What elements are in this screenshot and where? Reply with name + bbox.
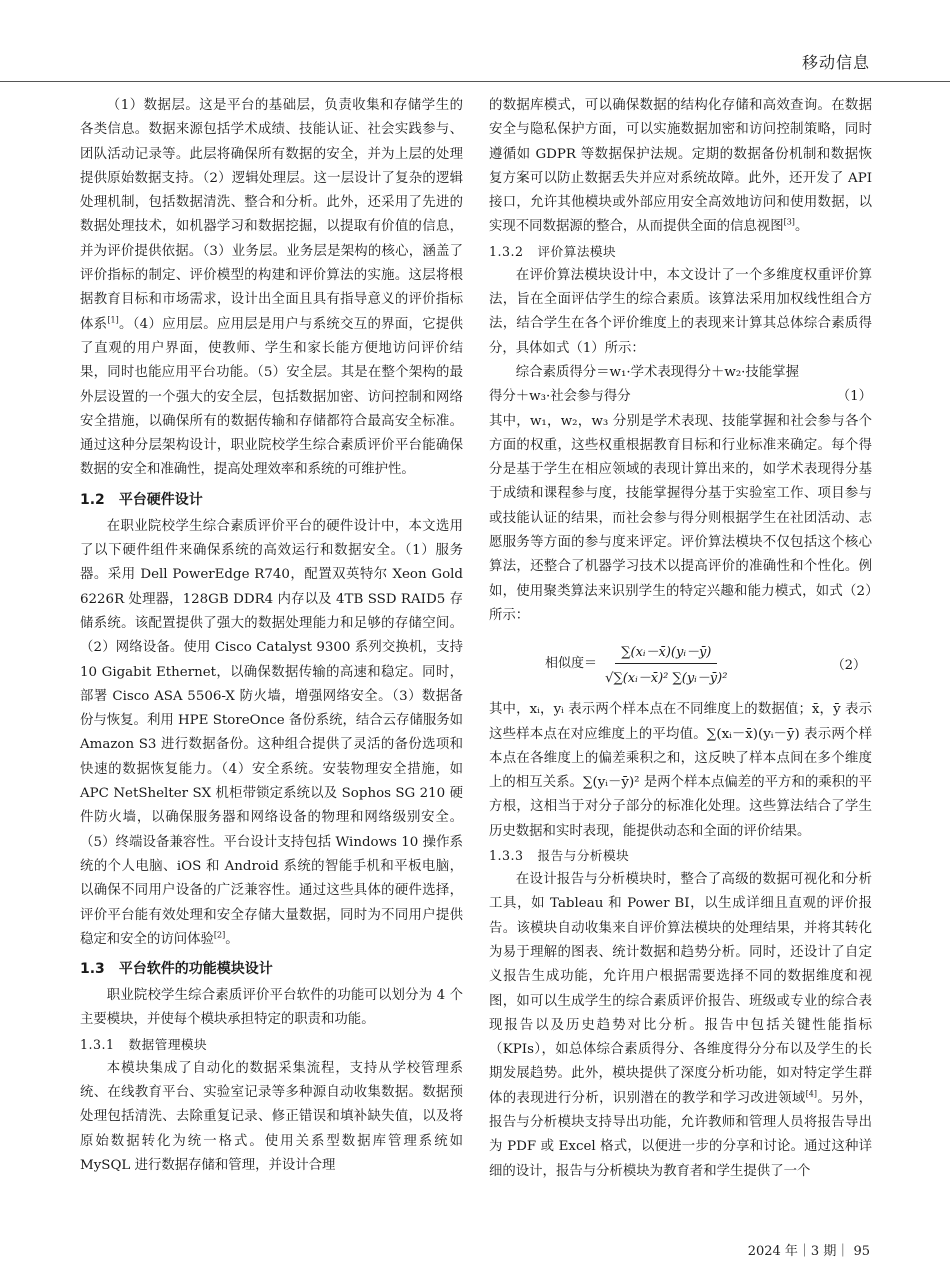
citation-3: [3]	[783, 218, 795, 228]
fraction-numerator: ∑(xᵢ－x̄)(yᵢ－ȳ)	[615, 641, 717, 664]
page-header	[0, 0, 950, 82]
paragraph-data-management: 本模块集成了自动化的数据采集流程，支持从学校管理系统、在线教育平台、实验室记录等多种源自动收集数据。数据预处理包括清洗、去除重复记录、修正错误和填补缺失值，以及将原始数据转化为统一格式。使用关系型数据库管理系统如 MySQL 进行数据存储和管理，并设计合理	[80, 1060, 463, 1173]
subsection-heading-1-3-2: 1.3.2 评价算法模块	[489, 243, 617, 259]
journal-name: 移动信息	[801, 53, 870, 72]
similarity-fraction	[605, 641, 727, 686]
citation-1: [1]	[107, 315, 119, 325]
citation-2: [2]	[213, 930, 226, 940]
formula-2: 相似度＝ $\frac{\text{∑(xᵢ－x̄)(yᵢ－ȳ)}}{\text{√∑(xᵢ－x̄)² ∑(yᵢ－ȳ)²}}$ （2）	[489, 632, 872, 694]
citation-4: [4]	[805, 1089, 817, 1099]
paragraph-software-intro: 职业院校学生综合素质评价平台软件的功能可以划分为 4 个主要模块，并使每个模块承担特定的职责和功能。	[80, 988, 463, 1028]
subsection-heading-1-3-3: 1.3.3 报告与分析模块	[489, 848, 630, 864]
subsection-heading-1-3-1: 1.3.1 数据管理模块	[80, 1036, 208, 1052]
paragraph-report-analysis: 在设计报告与分析模块时，整合了高级的数据可视化和分析工具，如 Tableau 和 Power BI，以生成详细且直观的评价报告。该模块自动收集来自评价算法模块的处理结果，并将其转化为易于理解的图表、统计数据和趋势分析。同时，还设计了自定义报告生成功能，允许用户根据需要选择不同的数据维度和视图，如可以生成学生的综合素质评价报告、班级或专业的综合表现报告以及历史趋势对比分析。报告中包括关键性能指标（KPIs），如总体综合素质得分、各维度得分分布以及学生的长期发展趋势。此外，模块提供了深度分析功能，如对特定学生群体的表现进行分析，识别潜在的教学和学习改进领域[4]。另外，报告与分析模块支持导出功能，允许教师和管理人员将报告导出为 PDF 或 Excel 格式，以便进一步的分享和讨论。通过这种详细的设计，报告与分析模块为教育者和学生提供了一个	[489, 872, 873, 1179]
equation-number-2: （2）	[831, 657, 866, 673]
paragraph-algorithm-intro: 在评价算法模块设计中，本文设计了一个多维度权重评价算法，旨在全面评估学生的综合素质。该算法采用加权线性组合方法，结合学生在各个评价维度上的表现来计算其总体综合素质得分，具体如式（1）所示：	[489, 267, 872, 356]
formula-1: 综合素质得分＝w₁·学术表现得分＋w₂·技能掌握 得分＋w₃·社会参与得分 （1）	[489, 361, 872, 410]
paragraph-similarity-explanation: 其中，xᵢ，yᵢ 表示两个样本点在不同维度上的数据值；x̄，ȳ 表示这些样本点在对应维度上的平均值。∑(xᵢ－x̄)(yᵢ－ȳ) 表示两个样本点在各维度上的偏差乘积之和，这反映了样本点间在多个维度上的相互关系。∑(yᵢ－ȳ)² 是两个样本点偏差的平方和的乘积的平方根，这相当于对分子部分的标准化处理。这些算法结合了学生历史数据和实时表现，能提供动态和全面的评价结果。	[489, 702, 872, 839]
paragraph-hardware: 在职业院校学生综合素质评价平台的硬件设计中，本文选用了以下硬件组件来确保系统的高效运行和数据安全。（1）服务器。采用 Dell PowerEdge R740，配置双英特尔 Xeon Gold 6226R 处理器，128GB DDR4 内存以及 4TB SSD RAID5 存储系统。该配置提供了强大的数据处理能力和足够的存储空间。（2）网络设备。使用 Cisco Catalyst 9300 系列交换机，支持 10 Gigabit Ethernet，以确保数据传输的高速和稳定。同时，部署 Cisco ASA 5506-X 防火墙，增强网络安全。（3）数据备份与恢复。利用 HPE StoreOnce 备份系统，结合云存储服务如 Amazon S3 进行数据备份。这种组合提供了灵活的备份选项和快速的数据恢复能力。（4）安全系统。安装物理安全措施，如 APC NetShelter SX 机柜带锁定系统以及 Sophos SG 210 硬件防火墙，以确保服务器和网络设备的物理和网络级别安全。（5）终端设备兼容性。平台设计支持包括 Windows 10 操作系统的个人电脑、iOS 和 Android 系统的智能手机和平板电脑，以确保不同用户设备的广泛兼容性。通过这些具体的硬件选择，评价平台能有效处理和安全存储大量数据，同时为不同用户提供稳定和安全的访问体验[2]。	[80, 518, 464, 947]
body-columns	[80, 94, 872, 1214]
right-column	[489, 94, 872, 1214]
paragraph-data-management-cont: 的数据库模式，可以确保数据的结构化存储和高效查询。在数据安全与隐私保护方面，可以实施数据加密和访问控制策略，同时遵循如 GDPR 等数据保护法规。定期的数据备份机制和数据恢复方案可以防止数据丢失并应对系统故障。此外，还开发了 API 接口，允许其他模块或外部应用安全高效地访问和使用数据，以实现不同数据源的整合，从而提供全面的信息视图[3]。	[489, 98, 872, 235]
section-heading-1-3: 1.3 平台软件的功能模块设计	[80, 961, 273, 978]
page-footer: 2024 年｜3 期｜ 95	[747, 1244, 870, 1259]
section-heading-1-2: 1.2 平台硬件设计	[80, 491, 203, 508]
paragraph-weights: 其中，w₁，w₂，w₃ 分别是学术表现、技能掌握和社会参与各个方面的权重，这些权重根据教育目标和行业标准来确定。每个得分是基于学生在相应领域的表现计算出来的，如学术表现得分基于成绩和课程参与度，技能掌握得分基于实验室工作、项目参与或技能认证的结果，而社会参与得分则根据学生在社团活动、志愿服务等方面的参与度来评定。评价算法模块不仅包括这个核心算法，还整合了机器学习技术以提高评价的准确性和个性化。例如，使用聚类算法来识别学生的特定兴趣和能力模式，如式（2）所示：	[489, 413, 872, 623]
equation-number-1: （1）	[836, 389, 872, 405]
fraction-denominator: √∑(xᵢ－x̄)² ∑(yᵢ－ȳ)²	[605, 670, 728, 686]
left-column	[80, 94, 463, 1214]
paragraph-architecture-layers: （1）数据层。这是平台的基础层，负责收集和存储学生的各类信息。数据来源包括学术成绩、技能认证、社会实践参与、团队活动记录等。此层将确保所有数据的安全，并为上层的处理提供原始数据支持。（2）逻辑处理层。这一层设计了复杂的逻辑处理机制，包括数据清洗、整合和分析。此外，还采用了先进的数据处理技术，如机器学习和数据挖掘，以提取有价值的信息，并为评价提供依据。（3）业务层。业务层是架构的核心，涵盖了评价指标的制定、评价模型的构建和评价算法的实施。这层将根据教育目标和市场需求，设计出全面且具有指导意义的评价指标体系[1]。（4）应用层。应用层是用户与系统交互的界面，它提供了直观的用户界面，使教师、学生和家长能方便地访问评价结果，同时也能应用平台功能。（5）安全层。其是在整个架构的最外层设置的一个强大的安全层，包括数据加密、访问控制和网络安全措施，以确保所有的数据传输和存储都符合最高安全标准。通过这种分层架构设计，职业院校学生综合素质评价平台能确保数据的安全和准确性，提高处理效率和系统的可维护性。	[80, 98, 463, 478]
